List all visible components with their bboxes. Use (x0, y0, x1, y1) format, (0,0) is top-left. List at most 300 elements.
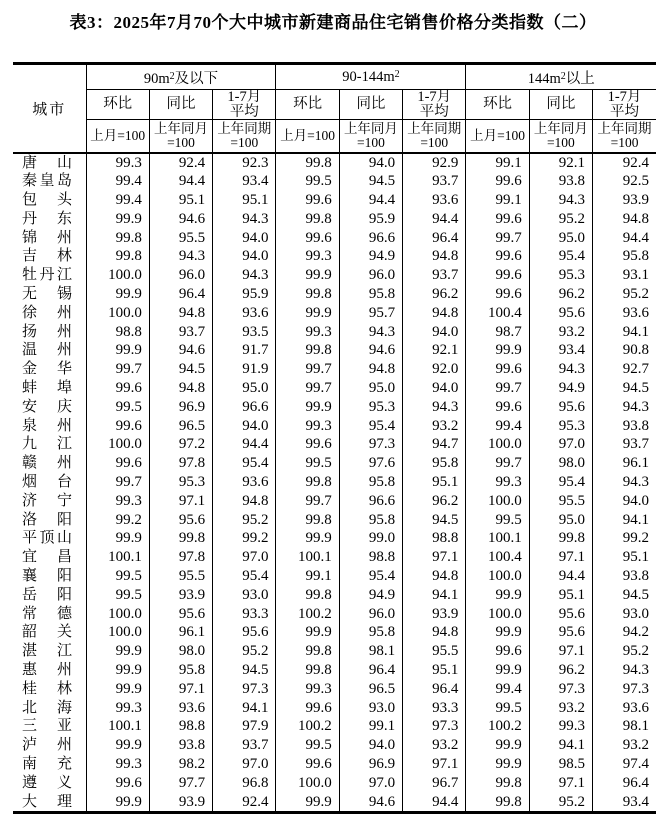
value-cell: 99.9 (276, 529, 339, 548)
table-row (13, 454, 656, 473)
value-cell: 99.5 (86, 567, 149, 586)
city-name (22, 473, 72, 492)
value-cell: 95.6 (529, 623, 592, 642)
value-cell: 97.0 (529, 435, 592, 454)
city-name (22, 154, 72, 173)
value-cell: 95.2 (529, 210, 592, 229)
value-cell: 93.7 (403, 266, 466, 285)
table-row (13, 699, 656, 718)
value-cell: 94.5 (149, 360, 212, 379)
value-cell: 99.9 (466, 755, 529, 774)
value-cell: 100.0 (466, 492, 529, 511)
value-cell: 97.1 (529, 548, 592, 567)
table-body (13, 153, 656, 813)
city-name (22, 172, 72, 191)
table-row (13, 417, 656, 436)
value-cell: 99.6 (466, 172, 529, 191)
value-cell: 96.7 (403, 774, 466, 793)
value-cell: 93.7 (622, 436, 649, 453)
value-cell: 97.1 (149, 680, 212, 699)
value-cell: 95.4 (213, 454, 276, 473)
table-row (13, 379, 656, 398)
value-cell: 93.2 (529, 323, 592, 342)
value-cell: 96.6 (213, 398, 276, 417)
value-cell: 98.8 (403, 529, 466, 548)
value-cell: 99.9 (86, 680, 149, 699)
value-cell: 97.1 (529, 642, 592, 661)
value-cell: 96.0 (339, 266, 402, 285)
value-cell: 99.3 (466, 473, 529, 492)
value-cell: 99.4 (466, 680, 529, 699)
value-cell: 93.7 (403, 172, 466, 191)
value-cell: 99.1 (466, 191, 529, 210)
value-cell: 95.8 (339, 623, 402, 642)
city-name (22, 793, 72, 812)
table-row (13, 172, 656, 191)
city-char: 德 (56, 605, 72, 622)
group-header (466, 64, 656, 90)
value-cell: 94.0 (213, 247, 276, 266)
value-cell: 92.9 (403, 153, 466, 173)
city-char: 唐 (22, 154, 38, 171)
value-cell: 97.3 (622, 680, 649, 697)
value-cell: 99.9 (466, 736, 529, 755)
value-cell: 95.3 (529, 417, 592, 436)
value-cell: 94.8 (403, 567, 466, 586)
city-char: 州 (56, 662, 72, 679)
value-cell: 99.7 (276, 379, 339, 398)
value-cell: 97.1 (149, 492, 212, 511)
value-cell: 95.3 (339, 398, 402, 417)
city-char: 泸 (22, 737, 38, 754)
value-cell: 95.5 (149, 567, 212, 586)
value-cell: 94.8 (149, 304, 212, 323)
value-cell: 90.8 (622, 342, 649, 359)
value-cell: 94.0 (339, 153, 402, 173)
value-cell: 95.1 (149, 191, 212, 210)
value-cell: 94.8 (213, 492, 276, 511)
value-cell: 99.6 (276, 755, 339, 774)
value-cell: 94.1 (213, 699, 276, 718)
value-cell: 99.3 (276, 417, 339, 436)
city-char: 岛 (56, 173, 72, 190)
value-cell: 94.5 (622, 586, 649, 603)
value-cell: 96.9 (339, 755, 402, 774)
city-cell (13, 454, 86, 473)
value-cell: 91.7 (213, 341, 276, 360)
city-cell (13, 304, 86, 323)
value-cell: 97.2 (149, 435, 212, 454)
value-cell: 95.9 (339, 210, 402, 229)
city-name (22, 511, 72, 530)
value-cell: 98.1 (622, 718, 649, 735)
city-name (22, 642, 72, 661)
value-cell: 95.9 (213, 285, 276, 304)
city-char: 昌 (56, 549, 72, 566)
city-char: 济 (22, 492, 38, 509)
superscript: 2 (169, 70, 175, 82)
value-cell: 95.2 (529, 793, 592, 813)
city-char: 赣 (22, 455, 38, 472)
value-cell: 93.6 (622, 699, 649, 716)
city-char: 阳 (56, 568, 72, 585)
table-row (13, 360, 656, 379)
value-cell: 97.6 (339, 454, 402, 473)
city-name (22, 492, 72, 511)
value-cell: 99.8 (529, 529, 592, 548)
value-cell: 95.6 (213, 623, 276, 642)
value-cell: 94.3 (213, 266, 276, 285)
city-name (22, 586, 72, 605)
city-char: 州 (56, 229, 72, 246)
value-cell: 93.2 (403, 736, 466, 755)
city-cell (13, 699, 86, 718)
value-cell: 95.0 (213, 379, 276, 398)
value-cell: 93.6 (213, 473, 276, 492)
value-cell: 99.6 (466, 247, 529, 266)
city-char: 桂 (22, 680, 38, 697)
value-cell: 99.3 (276, 323, 339, 342)
city-name (22, 605, 72, 624)
value-cell: 93.0 (213, 586, 276, 605)
value-cell: 99.3 (86, 153, 149, 173)
value-cell: 99.2 (86, 511, 149, 530)
city-char: 皇 (39, 173, 55, 190)
city-cell (13, 755, 86, 774)
city-cell (13, 266, 86, 285)
value-cell: 100.2 (466, 717, 529, 736)
value-cell: 100.2 (276, 717, 339, 736)
value-cell: 92.1 (529, 153, 592, 173)
city-cell (13, 417, 86, 436)
group-header (276, 64, 466, 90)
metric-header: 1-7月 平均 (403, 90, 466, 120)
city-char: 东 (56, 210, 72, 227)
value-cell: 94.4 (529, 567, 592, 586)
value-cell: 96.2 (529, 285, 592, 304)
value-cell: 99.8 (276, 341, 339, 360)
value-cell: 93.6 (622, 304, 649, 321)
city-char: 丹 (22, 210, 38, 227)
value-cell: 99.9 (276, 398, 339, 417)
city-char: 州 (56, 417, 72, 434)
value-cell: 100.1 (86, 717, 149, 736)
base-header: 上年同月 =100 (529, 120, 592, 153)
value-cell: 92.7 (622, 361, 649, 378)
value-cell: 99.7 (466, 454, 529, 473)
city-char: 林 (56, 680, 72, 697)
value-cell: 95.6 (529, 398, 592, 417)
header-group-row (13, 64, 656, 90)
group-header-text: 144m (527, 70, 561, 87)
page-title: 表3：2025年7月70个大中城市新建商品住宅销售价格分类指数（二） (69, 13, 597, 32)
city-char: 山 (56, 154, 72, 171)
value-cell: 93.4 (213, 172, 276, 191)
value-cell: 93.9 (403, 605, 466, 624)
value-cell: 100.0 (86, 266, 149, 285)
value-cell: 99.8 (86, 247, 149, 266)
value-cell: 97.0 (213, 548, 276, 567)
value-cell: 99.5 (276, 736, 339, 755)
value-cell: 92.4 (149, 153, 212, 173)
value-cell: 92.4 (213, 793, 276, 813)
metric-header: 环比 (276, 90, 339, 120)
city-cell (13, 642, 86, 661)
base-header: 上月=100 (276, 120, 339, 153)
value-cell: 94.3 (622, 398, 649, 415)
value-cell: 93.6 (213, 304, 276, 323)
value-cell: 99.5 (466, 699, 529, 718)
city-cell (13, 511, 86, 530)
value-cell: 98.0 (149, 642, 212, 661)
header-metric-row (13, 90, 656, 120)
city-char: 惠 (22, 662, 38, 679)
value-cell: 94.0 (403, 323, 466, 342)
city-name (22, 736, 72, 755)
value-cell: 93.2 (622, 737, 649, 754)
city-name (22, 567, 72, 586)
table-row (13, 642, 656, 661)
city-char: 襄 (22, 568, 38, 585)
value-cell: 93.8 (529, 172, 592, 191)
city-char: 林 (56, 248, 72, 265)
city-char: 州 (56, 737, 72, 754)
value-cell: 95.7 (339, 304, 402, 323)
value-cell: 99.2 (622, 530, 649, 547)
city-cell (13, 435, 86, 454)
value-cell: 94.6 (149, 210, 212, 229)
metric-header: 1-7月 平均 (593, 90, 656, 120)
base-header: 上年同月 =100 (149, 120, 212, 153)
value-cell: 99.7 (276, 360, 339, 379)
city-char: 江 (56, 643, 72, 660)
city-name (22, 247, 72, 266)
value-cell: 95.0 (529, 511, 592, 530)
value-cell: 92.4 (622, 154, 649, 171)
value-cell: 99.6 (466, 360, 529, 379)
city-char: 锦 (22, 229, 38, 246)
value-cell: 99.9 (86, 661, 149, 680)
city-char: 温 (22, 342, 38, 359)
table-row (13, 473, 656, 492)
value-cell: 94.0 (213, 417, 276, 436)
city-char: 扬 (22, 323, 38, 340)
value-cell: 99.6 (276, 191, 339, 210)
group-header-text: 90m (143, 70, 170, 87)
value-cell: 93.6 (149, 699, 212, 718)
metric-header: 同比 (529, 90, 592, 120)
value-cell: 99.3 (86, 755, 149, 774)
city-char: 江 (56, 436, 72, 453)
value-cell: 99.8 (276, 511, 339, 530)
value-cell: 96.2 (529, 661, 592, 680)
value-cell: 93.0 (339, 699, 402, 718)
value-cell: 96.6 (339, 229, 402, 248)
value-cell: 96.4 (403, 680, 466, 699)
value-cell: 100.1 (276, 548, 339, 567)
value-cell: 99.1 (339, 717, 402, 736)
city-char: 庆 (56, 398, 72, 415)
value-cell: 94.5 (622, 380, 649, 397)
value-cell: 95.2 (622, 286, 649, 303)
header-base-row (13, 120, 656, 153)
value-cell: 97.8 (149, 454, 212, 473)
city-cell (13, 529, 86, 548)
value-cell: 94.6 (339, 341, 402, 360)
city-column-header: 城市 (13, 64, 86, 153)
metric-header: 环比 (466, 90, 529, 120)
value-cell: 99.9 (276, 266, 339, 285)
city-cell (13, 605, 86, 624)
table-row (13, 435, 656, 454)
value-cell: 97.7 (149, 774, 212, 793)
city-name (22, 774, 72, 793)
value-cell: 96.9 (149, 398, 212, 417)
value-cell: 99.7 (276, 492, 339, 511)
value-cell: 99.6 (276, 699, 339, 718)
city-char: 宜 (22, 549, 38, 566)
value-cell: 94.3 (529, 191, 592, 210)
value-cell: 100.0 (86, 304, 149, 323)
city-char: 江 (56, 267, 72, 284)
city-cell (13, 774, 86, 793)
city-cell (13, 379, 86, 398)
value-cell: 99.9 (86, 210, 149, 229)
value-cell: 95.3 (149, 473, 212, 492)
metric-header: 同比 (149, 90, 212, 120)
table-row (13, 529, 656, 548)
value-cell: 99.7 (86, 473, 149, 492)
value-cell: 94.4 (149, 172, 212, 191)
value-cell: 99.3 (86, 699, 149, 718)
value-cell: 99.7 (466, 229, 529, 248)
value-cell: 93.7 (149, 323, 212, 342)
value-cell: 99.9 (276, 304, 339, 323)
value-cell: 98.8 (86, 323, 149, 342)
value-cell: 95.8 (339, 511, 402, 530)
value-cell: 94.7 (403, 435, 466, 454)
value-cell: 99.8 (149, 529, 212, 548)
table-row (13, 623, 656, 642)
value-cell: 93.9 (622, 192, 649, 209)
value-cell: 99.4 (86, 172, 149, 191)
city-char: 徐 (22, 304, 38, 321)
value-cell: 95.8 (403, 454, 466, 473)
value-cell: 96.4 (149, 285, 212, 304)
city-char: 泉 (22, 417, 38, 434)
value-cell: 94.8 (403, 623, 466, 642)
value-cell: 92.3 (213, 153, 276, 173)
value-cell: 94.3 (213, 210, 276, 229)
value-cell: 95.2 (622, 643, 649, 660)
value-cell: 93.2 (529, 699, 592, 718)
value-cell: 93.3 (403, 699, 466, 718)
city-cell (13, 360, 86, 379)
city-char: 常 (22, 605, 38, 622)
value-cell: 99.1 (276, 567, 339, 586)
value-cell: 99.5 (276, 172, 339, 191)
value-cell: 99.3 (529, 717, 592, 736)
city-cell (13, 623, 86, 642)
city-name (22, 699, 72, 718)
value-cell: 100.0 (466, 567, 529, 586)
price-index-table (13, 62, 656, 814)
value-cell: 96.2 (403, 492, 466, 511)
value-cell: 100.0 (466, 435, 529, 454)
value-cell: 99.6 (466, 285, 529, 304)
city-cell (13, 153, 86, 173)
table-row (13, 341, 656, 360)
city-cell (13, 191, 86, 210)
city-name (22, 323, 72, 342)
value-cell: 99.6 (466, 398, 529, 417)
value-cell: 94.3 (622, 474, 649, 491)
city-name (22, 548, 72, 567)
city-cell (13, 473, 86, 492)
city-char: 州 (56, 342, 72, 359)
city-char: 遵 (22, 774, 38, 791)
value-cell: 97.9 (213, 717, 276, 736)
value-cell: 96.4 (622, 774, 649, 791)
value-cell: 96.1 (622, 455, 649, 472)
city-name (22, 360, 72, 379)
value-cell: 99.6 (466, 266, 529, 285)
value-cell: 94.8 (403, 247, 466, 266)
value-cell: 94.3 (339, 323, 402, 342)
table-header (13, 64, 656, 153)
city-char: 宁 (56, 492, 72, 509)
metric-header: 1-7月 平均 (213, 90, 276, 120)
value-cell: 94.0 (213, 229, 276, 248)
city-char: 九 (22, 436, 38, 453)
value-cell: 97.4 (622, 756, 649, 772)
city-cell (13, 229, 86, 248)
value-cell: 95.1 (529, 586, 592, 605)
value-cell: 97.3 (403, 717, 466, 736)
value-cell: 99.8 (276, 473, 339, 492)
value-cell: 99.0 (339, 529, 402, 548)
city-char: 理 (56, 793, 72, 810)
value-cell: 98.0 (529, 454, 592, 473)
city-char: 阳 (56, 511, 72, 528)
city-char: 三 (22, 718, 38, 735)
value-cell: 96.4 (339, 661, 402, 680)
value-cell: 92.1 (403, 341, 466, 360)
value-cell: 95.0 (339, 379, 402, 398)
value-cell: 94.4 (339, 191, 402, 210)
city-char: 洛 (22, 511, 38, 528)
value-cell: 95.2 (213, 642, 276, 661)
value-cell: 94.2 (622, 624, 649, 641)
city-name (22, 229, 72, 248)
value-cell: 99.9 (466, 661, 529, 680)
value-cell: 95.2 (213, 511, 276, 530)
value-cell: 99.9 (466, 341, 529, 360)
metric-header: 同比 (339, 90, 402, 120)
city-name (22, 417, 72, 436)
table-row (13, 229, 656, 248)
value-cell: 92.5 (622, 173, 649, 190)
value-cell: 94.8 (403, 304, 466, 323)
value-cell: 95.4 (339, 417, 402, 436)
city-char: 吉 (22, 248, 38, 265)
superscript: 2 (394, 68, 400, 80)
value-cell: 96.5 (149, 417, 212, 436)
value-cell: 99.9 (86, 793, 149, 813)
value-cell: 94.8 (149, 379, 212, 398)
value-cell: 99.8 (276, 661, 339, 680)
value-cell: 99.9 (86, 642, 149, 661)
